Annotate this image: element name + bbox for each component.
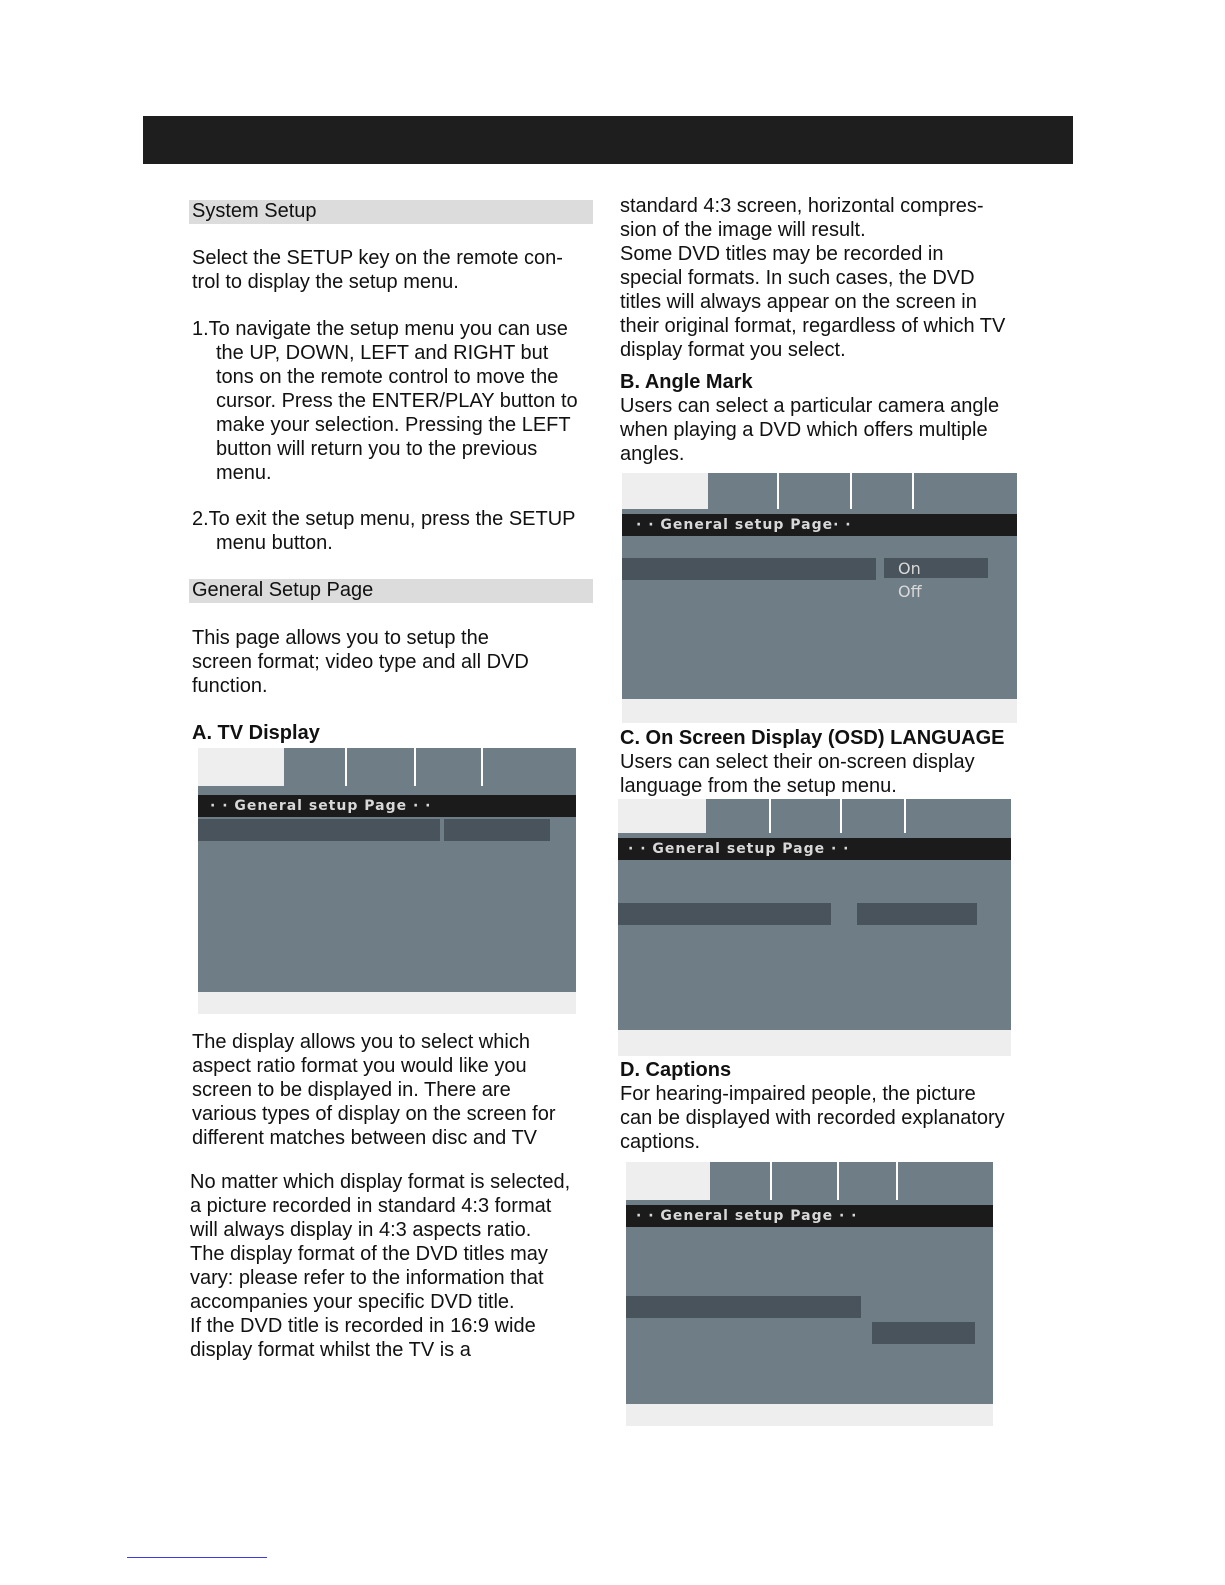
- nomatter-line: No matter which display format is selected,: [190, 1171, 571, 1193]
- general-setup-line: screen format; video type and all DVD: [192, 651, 529, 673]
- intro-line: Select the SETUP key on the remote con-: [192, 247, 563, 269]
- step1-line: tons on the remote control to move the: [216, 366, 559, 388]
- menu-tab-strip: [622, 473, 1017, 509]
- captions-heading: D. Captions: [620, 1059, 732, 1081]
- general-setup-line: This page allows you to setup the: [192, 627, 489, 649]
- osd-paragraph: [620, 750, 1050, 798]
- menu-tab: [837, 1162, 897, 1200]
- angle-mark-screen: [622, 473, 1017, 723]
- menu-tab: [481, 748, 576, 786]
- option-off: Off: [898, 582, 922, 601]
- menu-tab: [777, 473, 851, 509]
- menu-tab: [284, 748, 346, 786]
- header-bar: [143, 116, 1073, 164]
- nomatter-line: display format whilst the TV is a: [190, 1339, 471, 1361]
- continued-paragraph: [620, 194, 1050, 362]
- menu-tab-strip: [198, 748, 576, 786]
- step1-line: the UP, DOWN, LEFT and RIGHT but: [216, 342, 549, 364]
- menu-tab: [710, 1162, 771, 1200]
- screen-footer: [618, 1030, 1011, 1056]
- display-line: various types of display on the screen for: [192, 1103, 556, 1125]
- screen-footer: [622, 699, 1017, 723]
- menu-tab: [904, 799, 1011, 833]
- continued-line: display format you select.: [620, 339, 846, 361]
- angle-line: angles.: [620, 443, 685, 465]
- screen-title: · · General setup Page · ·: [198, 795, 576, 817]
- screen-footer: [626, 1404, 993, 1426]
- menu-item-highlight: [198, 819, 440, 841]
- step1-line: make your selection. Pressing the LEFT: [216, 414, 571, 436]
- nomatter-line: If the DVD title is recorded in 16:9 wide: [190, 1315, 536, 1337]
- screen-body: [622, 509, 1017, 699]
- step1-line: 1.To navigate the setup menu you can use: [192, 318, 568, 340]
- display-line: different matches between disc and TV: [192, 1127, 538, 1149]
- nomatter-line: The display format of the DVD titles may: [190, 1243, 548, 1265]
- display-line: screen to be displayed in. There are: [192, 1079, 511, 1101]
- screen-title: · · General setup Page· ·: [622, 514, 1017, 536]
- osd-line: Users can select their on-screen display: [620, 751, 975, 773]
- nomatter-line: vary: please refer to the information that: [190, 1267, 544, 1289]
- option-highlight: [444, 819, 550, 841]
- intro-paragraph: [192, 246, 602, 294]
- display-line: aspect ratio format you would like you: [192, 1055, 527, 1077]
- footer-rule: [127, 1557, 267, 1558]
- menu-tab-strip: [626, 1162, 993, 1200]
- menu-tab: [840, 799, 905, 833]
- screen-body: [618, 833, 1011, 1030]
- captions-paragraph: [620, 1082, 1050, 1154]
- option-highlight: [872, 1322, 975, 1344]
- captions-screen: [626, 1162, 993, 1426]
- nomatter-paragraph: [190, 1170, 610, 1362]
- step1-line: cursor. Press the ENTER/PLAY button to: [216, 390, 578, 412]
- osd-line: language from the setup menu.: [620, 775, 897, 797]
- tv-display-screen: [198, 748, 576, 1014]
- angle-line: Users can select a particular camera angle: [620, 395, 1000, 417]
- menu-tab-strip: [618, 799, 1011, 833]
- screen-footer: [198, 992, 576, 1014]
- osd-language-screen: [618, 799, 1011, 1056]
- menu-tab: [414, 748, 482, 786]
- display-line: The display allows you to select which: [192, 1031, 530, 1053]
- continued-line: sion of the image will result.: [620, 219, 866, 241]
- step1-line: menu.: [216, 462, 272, 484]
- captions-line: can be displayed with recorded explanatory: [620, 1107, 1005, 1129]
- menu-item-highlight: [622, 558, 876, 580]
- nomatter-line: accompanies your specific DVD title.: [190, 1291, 515, 1313]
- system-setup-heading: System Setup: [189, 200, 593, 224]
- step1-line: button will return you to the previous: [216, 438, 538, 460]
- angle-paragraph: [620, 394, 1050, 466]
- step2-paragraph: [192, 507, 612, 555]
- menu-item-highlight: [626, 1296, 861, 1318]
- menu-tab: [706, 799, 770, 833]
- continued-line: standard 4:3 screen, horizontal compres-: [620, 195, 984, 217]
- menu-tab: [850, 473, 913, 509]
- captions-line: For hearing-impaired people, the picture: [620, 1083, 976, 1105]
- continued-line: their original format, regardless of which TV: [620, 315, 1006, 337]
- step1-paragraph: [192, 317, 612, 485]
- step2-line: menu button.: [216, 532, 333, 554]
- step2-line: 2.To exit the setup menu, press the SETUP: [192, 508, 576, 530]
- option-on: On: [898, 559, 921, 578]
- option-highlight: [857, 903, 977, 925]
- menu-tab: [912, 473, 1017, 509]
- menu-tab: [708, 473, 778, 509]
- display-paragraph: [192, 1030, 602, 1150]
- menu-tab: [345, 748, 415, 786]
- menu-tab: [769, 799, 841, 833]
- continued-line: titles will always appear on the screen in: [620, 291, 977, 313]
- angle-line: when playing a DVD which offers multiple: [620, 419, 988, 441]
- menu-item-highlight: [618, 903, 831, 925]
- screen-title: · · General setup Page · ·: [618, 838, 1011, 860]
- screen-title: · · General setup Page · ·: [626, 1205, 993, 1227]
- continued-line: special formats. In such cases, the DVD: [620, 267, 975, 289]
- captions-line: captions.: [620, 1131, 701, 1153]
- continued-line: Some DVD titles may be recorded in: [620, 243, 944, 265]
- general-setup-line: function.: [192, 675, 268, 697]
- tv-display-heading: A. TV Display: [192, 722, 320, 744]
- intro-line: trol to display the setup menu.: [192, 271, 459, 293]
- menu-tab: [896, 1162, 993, 1200]
- nomatter-line: will always display in 4:3 aspects ratio.: [190, 1219, 532, 1241]
- general-setup-heading: General Setup Page: [189, 579, 593, 603]
- general-setup-paragraph: [192, 626, 602, 698]
- menu-tab: [770, 1162, 838, 1200]
- osd-heading: C. On Screen Display (OSD) LANGUAGE: [620, 727, 1005, 749]
- nomatter-line: a picture recorded in standard 4:3 format: [190, 1195, 552, 1217]
- angle-mark-heading: B. Angle Mark: [620, 371, 753, 393]
